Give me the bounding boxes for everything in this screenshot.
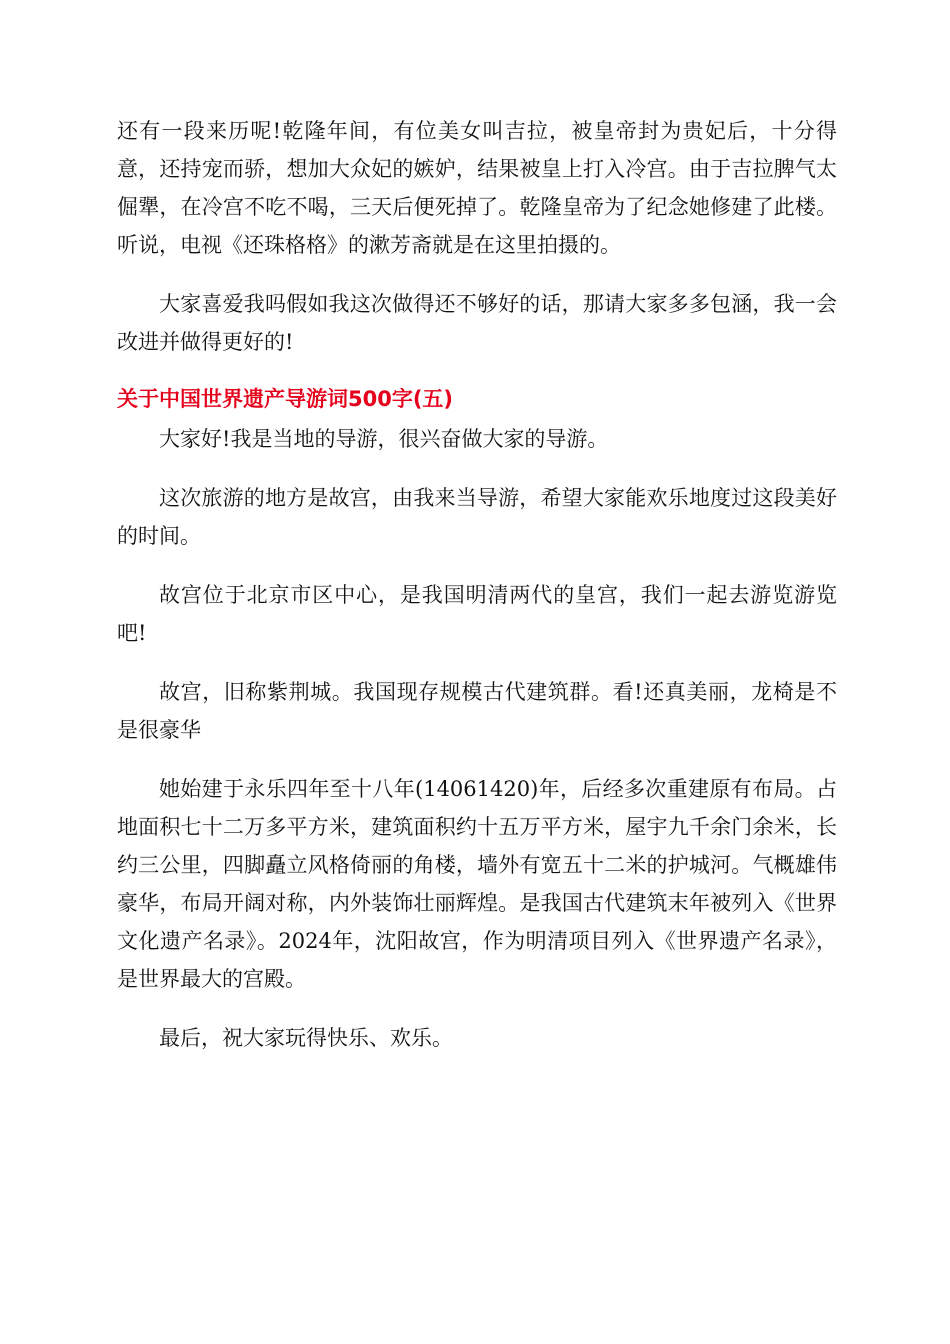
paragraph-greeting: 大家好!我是当地的导游，很兴奋做大家的导游。 [159, 427, 609, 451]
paragraph-closing: 最后，祝大家玩得快乐、欢乐。 [159, 1026, 453, 1050]
paragraph-construction: 她始建于永乐四年至十八年(14061420)年，后经多次重建原有布局。占地面积七十二万多平方米，建筑面积约十五万平方米，屋宇九千余门余米，长约三公里，四脚矗立风格倚丽的角楼，墙外有宽五十二米的护城河。气概雄伟豪华，布局开阔对称，内外装饰壮丽辉煌。是我国古代建筑末年被列入《世界文化遗产名录》。2024年，沈阳故宫，作为明清项目列入《世界遗产名录》，是世界最大的宫殿。 [117, 777, 837, 991]
paragraph-apology: 大家喜爱我吗假如我这次做得还不够好的话，那请大家多多包涵，我一会改进并做得更好的! [117, 292, 837, 354]
section-heading: 关于中国世界遗产导游词500字(五) [117, 387, 454, 411]
paragraph-history: 还有一段来历呢!乾隆年间，有位美女叫吉拉，被皇帝封为贵妃后，十分得意，还持宠而骄，想加大众妃的嫉妒，结果被皇上打入冷宫。由于吉拉脾气太倔犟，在冷宫不吃不喝，三天后便死掉了。乾隆皇帝为了纪念她修建了此楼。听说，电视《还珠格格》的漱芳斋就是在这里拍摄的。 [117, 119, 837, 257]
paragraph-destination: 这次旅游的地方是故宫，由我来当导游，希望大家能欢乐地度过这段美好的时间。 [117, 486, 837, 548]
document-body [117, 112, 837, 1078]
paragraph-old-name: 故宫，旧称紫荆城。我国现存规模古代建筑群。看!还真美丽，龙椅是不是很豪华 [117, 680, 837, 742]
paragraph-location: 故宫位于北京市区中心，是我国明清两代的皇宫，我们一起去游览游览吧! [117, 583, 837, 645]
